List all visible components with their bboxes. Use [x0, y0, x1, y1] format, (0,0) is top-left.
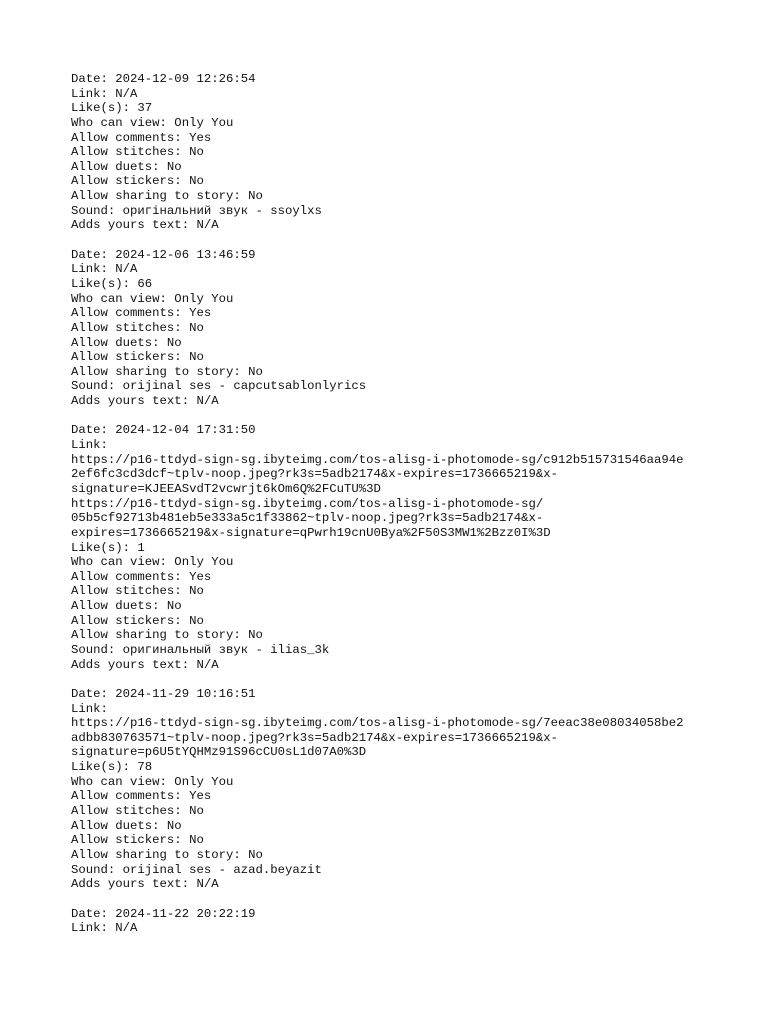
record-entry: [71, 423, 731, 672]
record-line: Allow comments: Yes: [71, 569, 212, 584]
record-line: Allow stitches: No: [71, 584, 204, 599]
record-line: https://p16-ttdyd-sign-sg.ibyteimg.com/tos-alisg-i-photomode-sg/7eeac38e08034058be2: [71, 716, 684, 731]
record-line: Like(s): 1: [71, 540, 145, 555]
record-line: Allow stickers: No: [71, 613, 204, 628]
record-line: Allow stickers: No: [71, 174, 204, 189]
record-entry: [71, 248, 731, 409]
record-line: Allow sharing to story: No: [71, 628, 263, 643]
record-entry: [71, 687, 731, 892]
record-line: Allow duets: No: [71, 159, 182, 174]
record-line: signature=p6U5tYQHMz91S96cCU0sL1d07A0%3D: [71, 745, 367, 760]
record-line: Adds yours text: N/A: [71, 394, 219, 409]
record-line: Allow stickers: No: [71, 350, 204, 365]
record-line: Allow sharing to story: No: [71, 364, 263, 379]
record-line: Allow sharing to story: No: [71, 847, 263, 862]
record-line: Who can view: Only You: [71, 291, 234, 306]
record-line: Allow stitches: No: [71, 145, 204, 160]
record-line: Date: 2024-12-04 17:31:50: [71, 423, 256, 438]
record-line: Allow stickers: No: [71, 833, 204, 848]
record-line: https://p16-ttdyd-sign-sg.ibyteimg.com/tos-alisg-i-photomode-sg/: [71, 496, 544, 511]
record-line: Link:: [71, 438, 108, 453]
record-line: Link:: [71, 701, 108, 716]
record-line: Allow stitches: No: [71, 320, 204, 335]
record-line: Allow comments: Yes: [71, 130, 212, 145]
record-line: Allow comments: Yes: [71, 306, 212, 321]
record-line: Who can view: Only You: [71, 115, 234, 130]
document-page: [71, 72, 731, 950]
record-line: Date: 2024-11-29 10:16:51: [71, 686, 256, 701]
record-line: Link: N/A: [71, 86, 138, 101]
record-line: Adds yours text: N/A: [71, 218, 219, 233]
record-line: signature=KJEEASvdT2vcwrjt6kOm6Q%2FCuTU%3D: [71, 481, 381, 496]
record-line: Like(s): 37: [71, 101, 153, 116]
record-line: Link: N/A: [71, 262, 138, 277]
record-line: Allow duets: No: [71, 818, 182, 833]
record-line: Like(s): 66: [71, 276, 153, 291]
record-line: 2ef6fc3cd3dcf~tplv-noop.jpeg?rk3s=5adb2174&x-expires=1736665219&x-: [71, 467, 559, 482]
record-line: Allow duets: No: [71, 599, 182, 614]
record-line: Allow sharing to story: No: [71, 189, 263, 204]
record-line: Allow comments: Yes: [71, 789, 212, 804]
record-line: Adds yours text: N/A: [71, 877, 219, 892]
record-line: Who can view: Only You: [71, 774, 234, 789]
record-line: Sound: оригинальный звук - ilias_3k: [71, 642, 330, 657]
record-entry: [71, 72, 731, 233]
record-line: Date: 2024-12-06 13:46:59: [71, 247, 256, 262]
record-line: Sound: orijinal ses - capcutsablonlyrics: [71, 379, 367, 394]
record-line: Adds yours text: N/A: [71, 657, 219, 672]
record-line: 05b5cf92713b481eb5e333a5c1f33862~tplv-noop.jpeg?rk3s=5adb2174&x-: [71, 511, 544, 526]
record-line: Allow duets: No: [71, 335, 182, 350]
record-line: adbb830763571~tplv-noop.jpeg?rk3s=5adb2174&x-expires=1736665219&x-: [71, 730, 559, 745]
record-line: Sound: orijinal ses - azad.beyazit: [71, 862, 322, 877]
record-line: Link: N/A: [71, 921, 138, 936]
record-line: Date: 2024-12-09 12:26:54: [71, 72, 256, 86]
record-line: Like(s): 78: [71, 760, 153, 775]
record-line: Allow stitches: No: [71, 804, 204, 819]
record-line: expires=1736665219&x-signature=qPwrh19cnU0Bya%2F50S3MW1%2Bzz0I%3D: [71, 525, 551, 540]
record-entry: [71, 907, 731, 936]
record-line: Sound: оригінальний звук - ssoylxs: [71, 203, 322, 218]
record-line: Who can view: Only You: [71, 555, 234, 570]
record-line: https://p16-ttdyd-sign-sg.ibyteimg.com/tos-alisg-i-photomode-sg/c912b515731546aa94e: [71, 452, 684, 467]
record-line: Date: 2024-11-22 20:22:19: [71, 906, 256, 921]
